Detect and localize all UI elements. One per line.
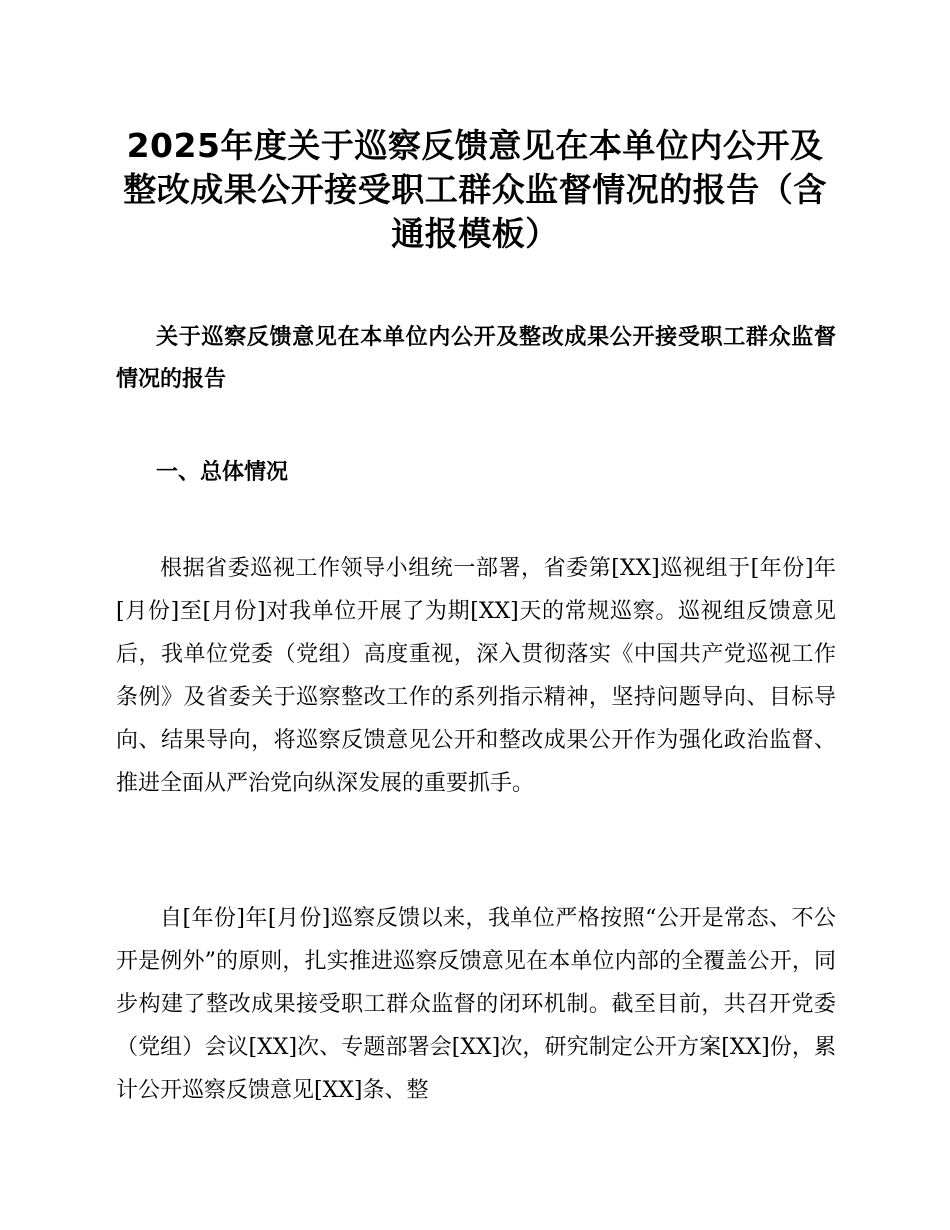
report-heading: 关于巡察反馈意见在本单位内公开及整改成果公开接受职工群众监督情况的报告 <box>116 324 836 392</box>
document-title: 2025年度关于巡察反馈意见在本单位内公开及整改成果公开接受职工群众监督情况的报告（含通报模板） <box>123 126 827 253</box>
section-heading-overview: 一、总体情况 <box>156 459 289 485</box>
body-paragraph: 根据省委巡视工作领导小组统一部署，省委第[XX]巡视组于[年份]年[月份]至[月份]对我单位开展了为期[XX]天的常规巡察。巡视组反馈意见后，我单位党委（党组）高度重视，深入贯彻落实《中国共产党巡视工作条例》及省委关于巡察整改工作的系列指示精神，坚持问题导向、目标导向、结果导向，将巡察反馈意见公开和整改成果公开作为强化政治监督、推进全面从严治党向纵深发展的重要抓手。 <box>116 556 836 796</box>
body-paragraph: 自[年份]年[月份]巡察反馈以来，我单位严格按照“公开是常态、不公开是例外”的原则，扎实推进巡察反馈意见在本单位内部的全覆盖公开，同步构建了整改成果接受职工群众监督的闭环机制。截至目前，共召开党委（党组）会议[XX]次、专题部署会[XX]次，研究制定公开方案[XX]份，累计公开巡察反馈意见[XX]条、整 <box>116 906 836 1103</box>
